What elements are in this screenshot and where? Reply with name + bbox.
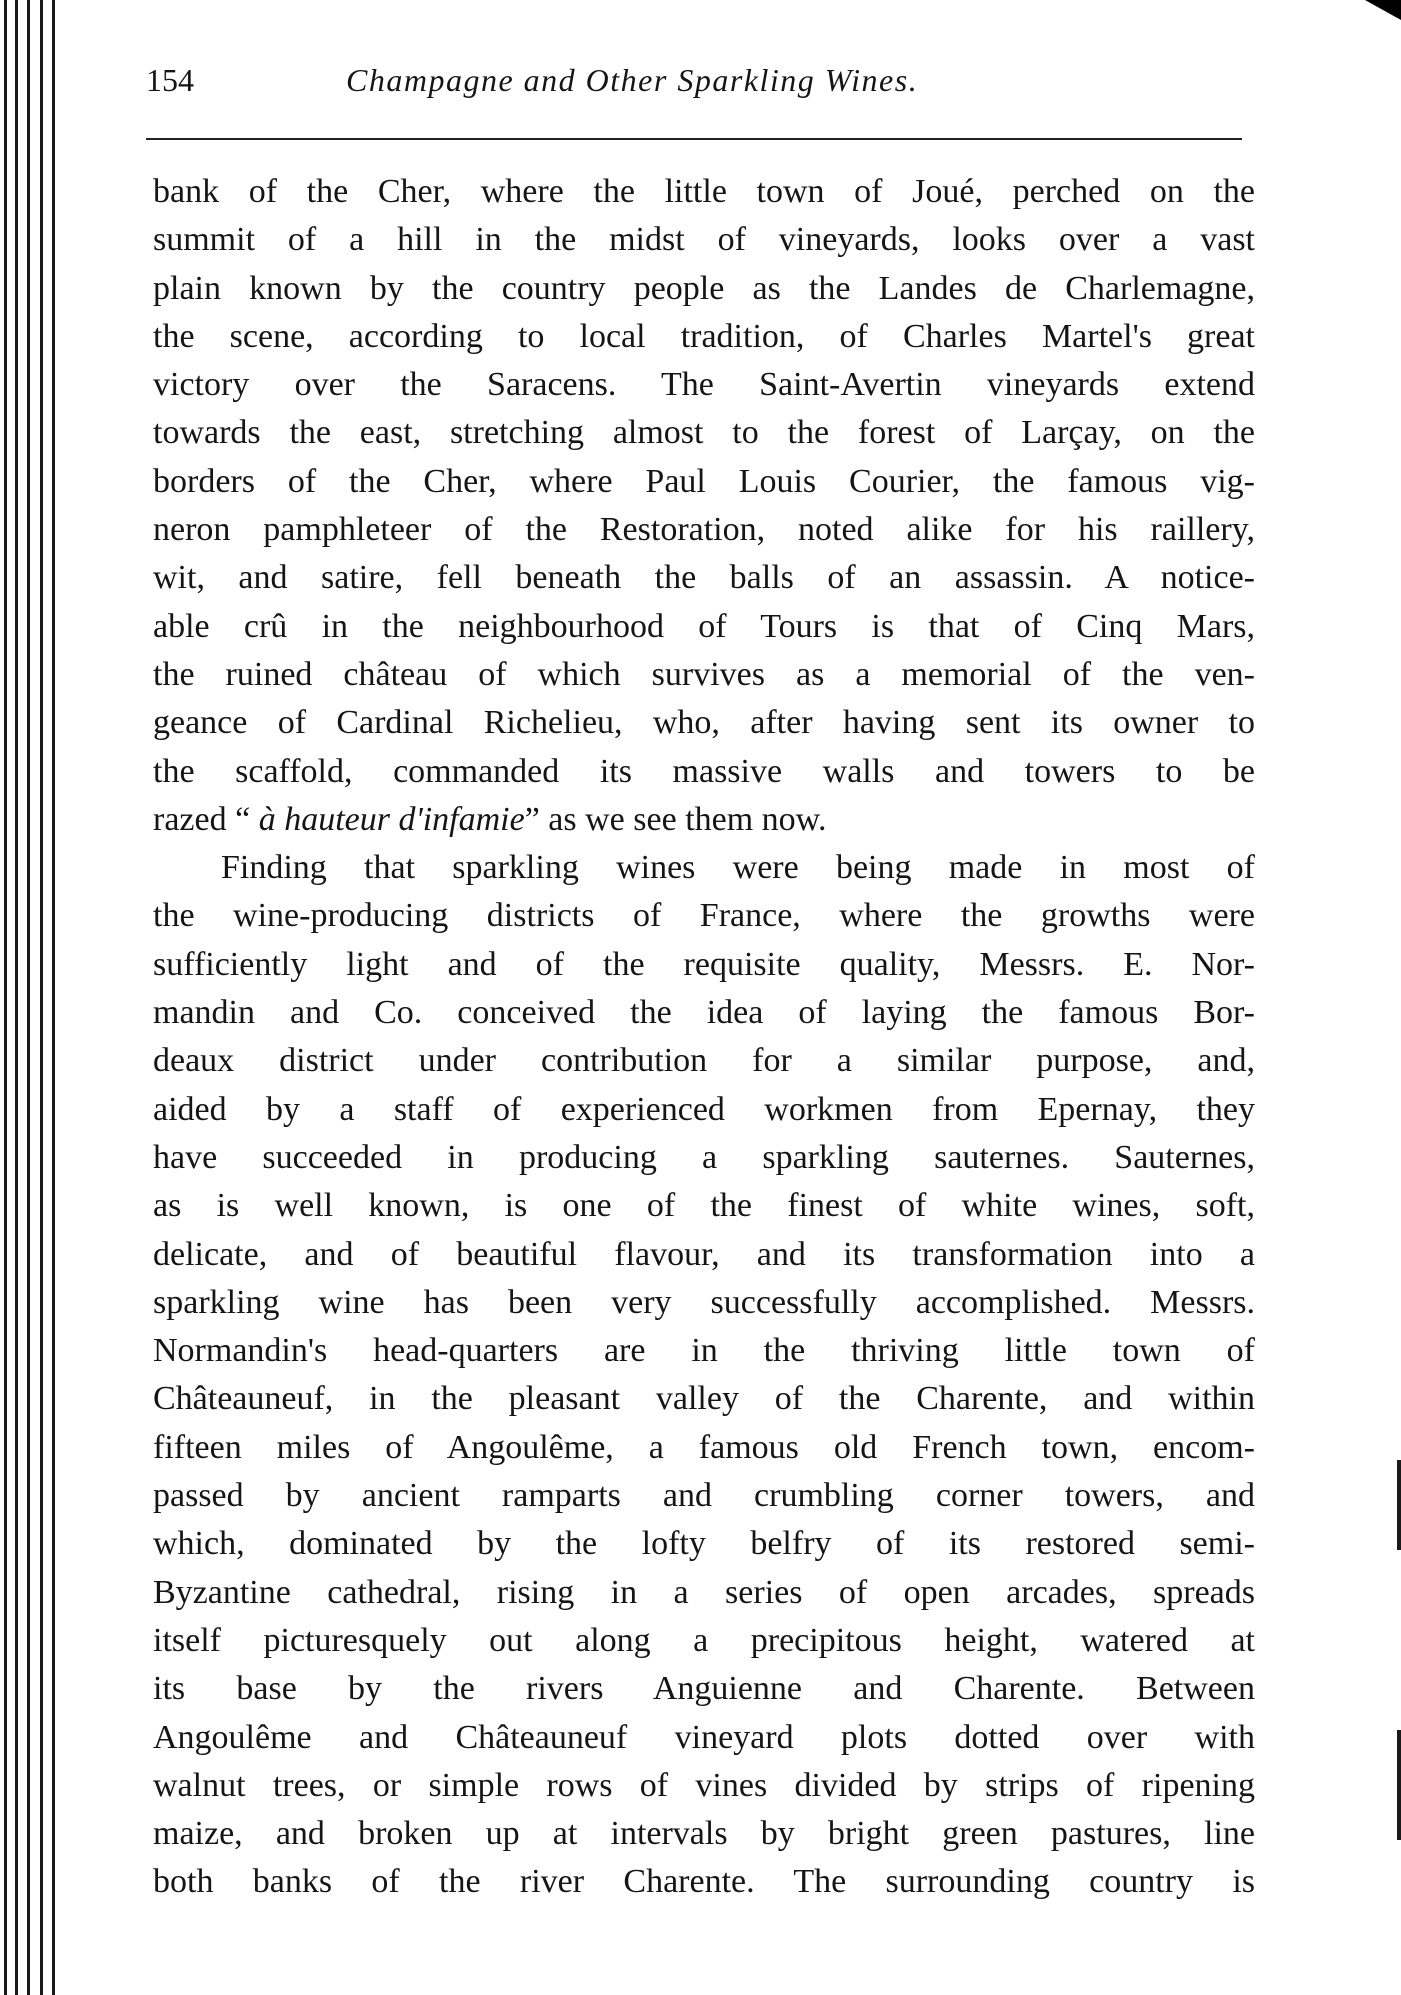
page-binding-line bbox=[27, 0, 30, 1995]
text-line: maize, and broken up at intervals by bright green pastures, line bbox=[153, 1815, 1255, 1853]
text-line-last bbox=[153, 796, 1255, 844]
text-line: Finding that sparkling wines were being made in most of bbox=[221, 849, 1255, 887]
page-binding-line bbox=[4, 0, 7, 1995]
text-line: both banks of the river Charente. The surrounding country is bbox=[153, 1863, 1255, 1901]
text-line: as is well known, is one of the finest of white wines, soft, bbox=[153, 1187, 1255, 1225]
text-line: the ruined château of which survives as a memorial of the ven- bbox=[153, 655, 1255, 693]
text-line: the wine-producing districts of France, where the growths were bbox=[153, 897, 1255, 935]
text-line: the scene, according to local tradition, of Charles Martel's great bbox=[153, 317, 1255, 355]
text-line: towards the east, stretching almost to the forest of Larçay, on the bbox=[153, 414, 1255, 452]
page-corner-mark bbox=[1365, 0, 1401, 20]
text-line: which, dominated by the lofty belfry of its restored semi- bbox=[153, 1525, 1255, 1563]
page-edge-mark bbox=[1397, 1730, 1401, 1840]
text-line: the scaffold, commanded its massive walls and towers to be bbox=[153, 752, 1255, 790]
text-line: have succeeded in producing a sparkling sauternes. Sauternes, bbox=[153, 1138, 1255, 1176]
text-line: wit, and satire, fell beneath the balls of an assassin. A notice- bbox=[153, 559, 1255, 597]
text-line: summit of a hill in the midst of vineyards, looks over a vast bbox=[153, 221, 1255, 259]
text-line: sparkling wine has been very successfully accomplished. Messrs. bbox=[153, 1283, 1255, 1321]
text-line: borders of the Cher, where Paul Louis Courier, the famous vig- bbox=[153, 462, 1255, 500]
page-binding-line bbox=[52, 0, 55, 1995]
text-span: ” as we see them now. bbox=[524, 800, 827, 838]
text-line: fifteen miles of Angoulême, a famous old French town, encom- bbox=[153, 1428, 1255, 1466]
text-line: its base by the rivers Anguienne and Charente. Between bbox=[153, 1670, 1255, 1708]
text-line: Byzantine cathedral, rising in a series of open arcades, spreads bbox=[153, 1573, 1255, 1611]
text-line: passed by ancient ramparts and crumbling corner towers, and bbox=[153, 1477, 1255, 1515]
text-line: mandin and Co. conceived the idea of laying the famous Bor- bbox=[153, 994, 1255, 1032]
running-title: Champagne and Other Sparkling Wines. bbox=[346, 62, 919, 98]
page-binding-line bbox=[15, 0, 18, 1995]
header-rule bbox=[146, 138, 1242, 140]
text-line: itself picturesquely out along a precipitous height, watered at bbox=[153, 1621, 1255, 1659]
body-text bbox=[153, 168, 1255, 1907]
page-binding-line bbox=[40, 0, 43, 1995]
paragraph-1 bbox=[153, 168, 1255, 844]
running-header bbox=[146, 62, 1236, 112]
text-line: geance of Cardinal Richelieu, who, after having sent its owner to bbox=[153, 704, 1255, 742]
text-line: Châteauneuf, in the pleasant valley of the Charente, and within bbox=[153, 1380, 1255, 1418]
text-line: neron pamphleteer of the Restoration, noted alike for his raillery, bbox=[153, 511, 1255, 549]
text-line: delicate, and of beautiful flavour, and its transformation into a bbox=[153, 1235, 1255, 1273]
italic-phrase: à hauteur d'infamie bbox=[258, 800, 525, 838]
text-line: plain known by the country people as the Landes de Charlemagne, bbox=[153, 269, 1255, 307]
text-line: victory over the Saracens. The Saint-Avertin vineyards extend bbox=[153, 366, 1255, 404]
text-line: Normandin's head-quarters are in the thriving little town of bbox=[153, 1332, 1255, 1370]
text-line: deaux district under contribution for a similar purpose, and, bbox=[153, 1042, 1255, 1080]
text-span: razed “ bbox=[153, 800, 259, 838]
text-line: bank of the Cher, where the little town of Joué, perched on the bbox=[153, 173, 1255, 210]
text-line: sufficiently light and of the requisite quality, Messrs. E. Nor- bbox=[153, 945, 1255, 983]
page-number: 154 bbox=[146, 62, 194, 98]
text-line: walnut trees, or simple rows of vines divided by strips of ripening bbox=[153, 1766, 1255, 1804]
text-line: able crû in the neighbourhood of Tours is that of Cinq Mars, bbox=[153, 607, 1255, 645]
text-line: aided by a staff of experienced workmen from Epernay, they bbox=[153, 1090, 1255, 1128]
page-edge-mark bbox=[1397, 1460, 1401, 1550]
text-line: Angoulême and Châteauneuf vineyard plots dotted over with bbox=[153, 1718, 1255, 1756]
paragraph-2 bbox=[153, 844, 1255, 1907]
